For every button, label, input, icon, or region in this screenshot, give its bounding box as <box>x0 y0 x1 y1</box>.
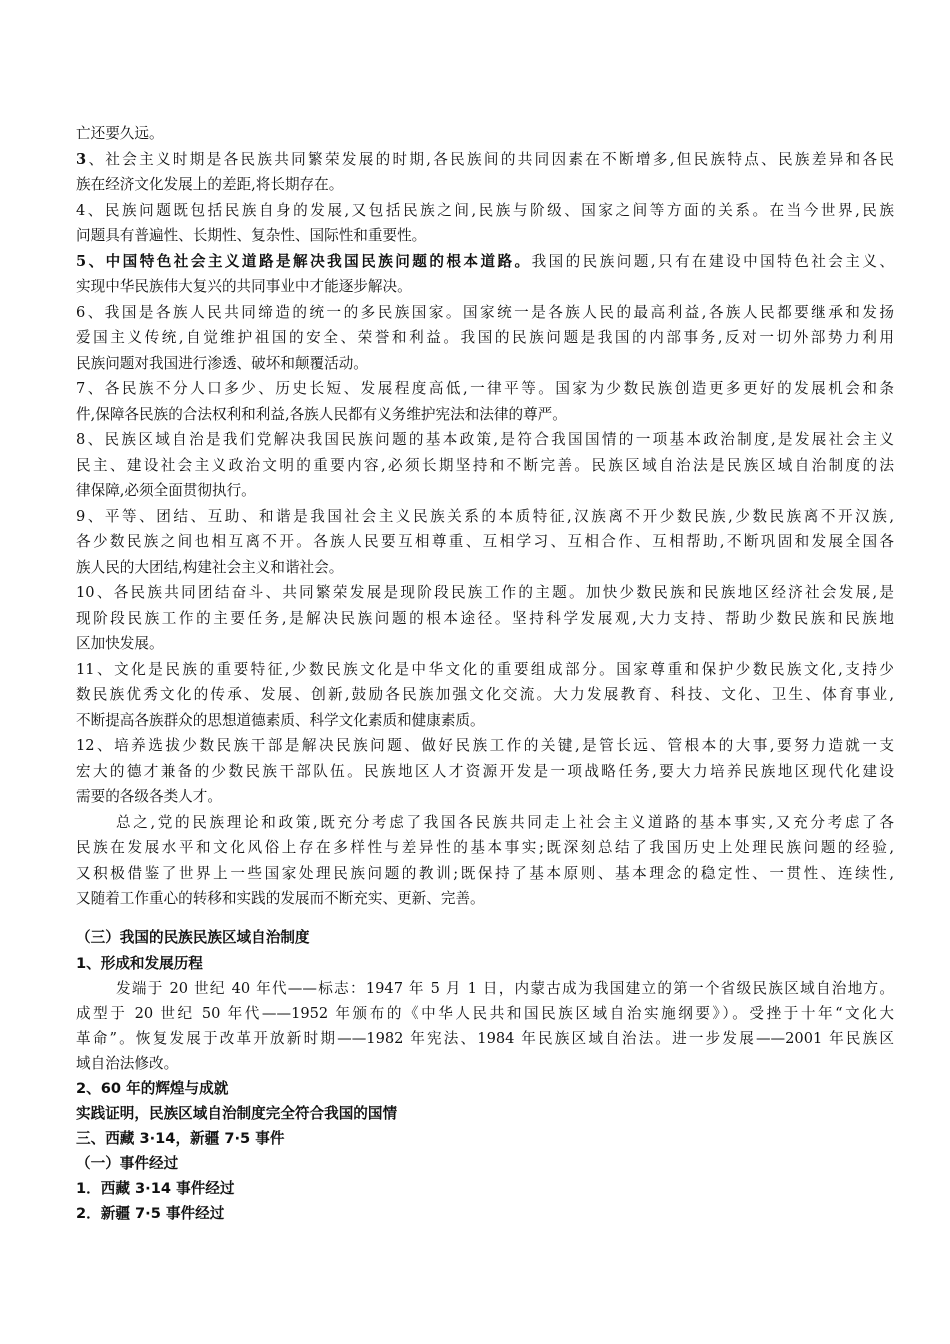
text-line: 区加快发展。 <box>76 635 164 652</box>
subsection-heading: 2、60 年的辉煌与成就 <box>76 1080 229 1097</box>
item-heading: 1．西藏 3·14 事件经过 <box>76 1180 235 1197</box>
text-line: 爱国主义传统,自觉维护祖国的安全、荣誉和利益。我国的民族问题是我国的内部事务,反对一切外部势力利用 <box>76 329 894 346</box>
text-line: 律保障,必须全面贯彻执行。 <box>76 482 256 499</box>
text-line: 民主、建设社会主义政治文明的重要内容,必须长期坚持和不断完善。民族区域自治法是民族区域自治制度的法 <box>76 457 894 474</box>
text-line: 各少数民族之间也相互离不开。各族人民要互相尊重、互相学习、互相合作、互相帮助,不断巩固和发展全国各 <box>76 533 894 550</box>
text-line: 民族问题对我国进行渗透、破坏和颠覆活动。 <box>76 355 368 372</box>
text-line: 又积极借鉴了世界上一些国家处理民族问题的教训;既保持了基本原则、基本理念的稳定性、一贯性、连续性, <box>76 865 894 882</box>
history-line: 域自治法修改。 <box>76 1055 179 1072</box>
point-9-line: 9、平等、团结、互助、和谐是我国社会主义民族关系的本质特征,汉族离不开少数民族,少数民族离不开汉族, <box>76 508 894 525</box>
section-heading: （三）我国的民族民族区域自治制度 <box>76 929 310 946</box>
chapter-heading: 三、西藏 3·14，新疆 7·5 事件 <box>76 1130 285 1147</box>
subsection-heading: （一）事件经过 <box>76 1155 179 1172</box>
subsection-heading: 1、形成和发展历程 <box>76 955 203 972</box>
bold-statement: 实践证明，民族区域自治制度完全符合我国的国情 <box>76 1105 398 1122</box>
text-line: 问题具有普遍性、长期性、复杂性、国际性和重要性。 <box>76 227 427 244</box>
point-12-line: 12、培养选拔少数民族干部是解决民族问题、做好民族工作的关键,是管长远、管根本的大事,要努力造就一支 <box>76 737 894 754</box>
text-line: 亡还要久远。 <box>76 125 164 142</box>
text-line: 需要的各级各类人才。 <box>76 788 222 805</box>
history-line: 革命”。恢复发展于改革开放新时期——1982 年宪法、1984 年民族区域自治法。进一步发展——2001 年民族区 <box>76 1030 894 1047</box>
text-line: 又随着工作重心的转移和实践的发展而不断充实、更新、完善。 <box>76 890 485 907</box>
point-6-line: 6、我国是各族人民共同缔造的统一的多民族国家。国家统一是各族人民的最高利益,各族人民都要继承和发扬 <box>76 304 894 321</box>
point-5-text: 我国的民族问题,只有在建设中国特色社会主义、 <box>531 253 894 270</box>
text-line: 数民族优秀文化的传承、发展、创新,鼓励各民族加强文化交流。大力发展教育、科技、文化、卫生、体育事业, <box>76 686 894 703</box>
text-line: 宏大的德才兼备的少数民族干部队伍。民族地区人才资源开发是一项战略任务,要大力培养民族地区现代化建设 <box>76 763 894 780</box>
point-3-line <box>76 148 894 172</box>
point-text: 、社会主义时期是各民族共同繁荣发展的时期,各民族间的共同因素在不断增多,但民族特点、民族差异和各民 <box>86 151 894 168</box>
text-line: 族人民的大团结,构建社会主义和谐社会。 <box>76 559 344 576</box>
point-4-line: 4、民族问题既包括民族自身的发展,又包括民族之间,民族与阶级、国家之间等方面的关系。在当今世界,民族 <box>76 202 894 219</box>
text-line: 民族在发展水平和文化风俗上存在多样性与差异性的基本事实;既深刻总结了我国历史上处理民族问题的经验, <box>76 839 894 856</box>
history-line: 发端于 20 世纪 40 年代——标志：1947 年 5 月 1 日，内蒙古成为我国建立的第一个省级民族区域自治地方。 <box>116 980 894 997</box>
summary-line: 总之,党的民族理论和政策,既充分考虑了我国各民族共同走上社会主义道路的基本事实,又充分考虑了各 <box>116 814 894 831</box>
point-10-line: 10、各民族共同团结奋斗、共同繁荣发展是现阶段民族工作的主题。加快少数民族和民族地区经济社会发展,是 <box>76 584 894 601</box>
point-5-bold: 5、中国特色社会主义道路是解决我国民族问题的根本道路。 <box>76 253 532 270</box>
text-line: 族在经济文化发展上的差距,将长期存在。 <box>76 176 344 193</box>
point-number: 3 <box>76 151 87 168</box>
text-line: 不断提高各族群众的思想道德素质、科学文化素质和健康素质。 <box>76 712 485 729</box>
history-line: 成型于 20 世纪 50 年代——1952 年颁布的《中华人民共和国民族区域自治实施纲要》）。受挫于十年“文化大 <box>76 1005 894 1022</box>
text-line: 现阶段民族工作的主要任务,是解决民族问题的根本途径。坚持科学发展观,大力支持、帮助少数民族和民族地 <box>76 610 894 627</box>
item-heading: 2．新疆 7·5 事件经过 <box>76 1205 225 1222</box>
point-8-line: 8、民族区域自治是我们党解决我国民族问题的基本政策,是符合我国国情的一项基本政治制度,是发展社会主义 <box>76 431 894 448</box>
point-5-line <box>76 250 894 274</box>
text-line: 件,保障各民族的合法权利和利益,各族人民都有义务维护宪法和法律的尊严。 <box>76 406 567 423</box>
point-7-line: 7、各民族不分人口多少、历史长短、发展程度高低,一律平等。国家为少数民族创造更多更好的发展机会和条 <box>76 380 894 397</box>
text-line: 实现中华民族伟大复兴的共同事业中才能逐步解决。 <box>76 278 412 295</box>
point-11-line: 11、文化是民族的重要特征,少数民族文化是中华文化的重要组成部分。国家尊重和保护少数民族文化,支持少 <box>76 661 894 678</box>
